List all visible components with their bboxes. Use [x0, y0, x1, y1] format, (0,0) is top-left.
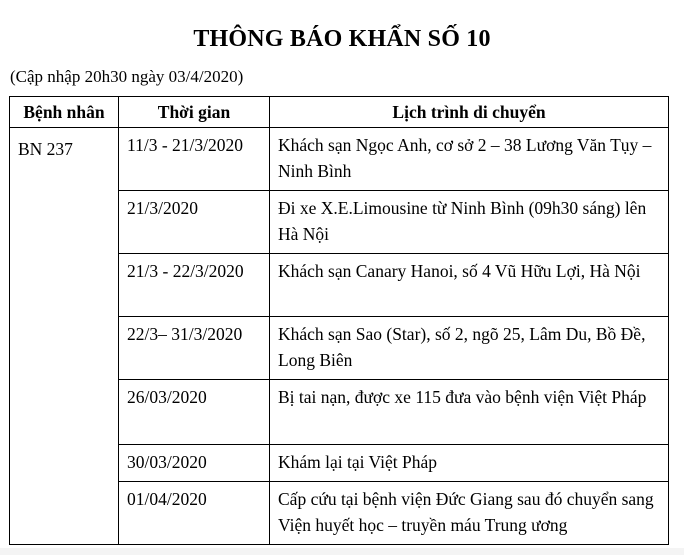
bottom-strip	[0, 548, 684, 555]
patient-id: BN 237	[10, 128, 119, 545]
header-itinerary: Lịch trình di chuyển	[270, 97, 669, 128]
row-time: 30/03/2020	[119, 445, 270, 482]
row-time: 21/3/2020	[119, 191, 270, 254]
row-itinerary: Khám lại tại Việt Pháp	[270, 445, 669, 482]
row-itinerary: Cấp cứu tại bệnh viện Đức Giang sau đó chuyển sang Viện huyết học – truyền máu Trung ương	[270, 482, 669, 545]
row-time: 26/03/2020	[119, 380, 270, 445]
row-time: 22/3– 31/3/2020	[119, 317, 270, 380]
row-itinerary: Khách sạn Ngọc Anh, cơ sở 2 – 38 Lương Văn Tụy – Ninh Bình	[270, 128, 669, 191]
row-time: 21/3 - 22/3/2020	[119, 254, 270, 317]
table-row	[10, 128, 669, 191]
row-time: 11/3 - 21/3/2020	[119, 128, 270, 191]
row-time: 01/04/2020	[119, 482, 270, 545]
header-patient: Bệnh nhân	[10, 97, 119, 128]
update-note: (Cập nhập 20h30 ngày 03/4/2020)	[10, 67, 244, 86]
row-itinerary: Khách sạn Canary Hanoi, số 4 Vũ Hữu Lợi, Hà Nội	[270, 254, 669, 317]
notice-title: THÔNG BÁO KHẨN SỐ 10	[193, 26, 491, 52]
row-itinerary: Bị tai nạn, được xe 115 đưa vào bệnh viện Việt Pháp	[270, 380, 669, 445]
row-itinerary: Đi xe X.E.Limousine từ Ninh Bình (09h30 sáng) lên Hà Nội	[270, 191, 669, 254]
table-header-row	[10, 97, 669, 128]
header-time: Thời gian	[119, 97, 270, 128]
row-itinerary: Khách sạn Sao (Star), số 2, ngõ 25, Lâm Du, Bồ Đề, Long Biên	[270, 317, 669, 380]
itinerary-table	[9, 96, 669, 545]
